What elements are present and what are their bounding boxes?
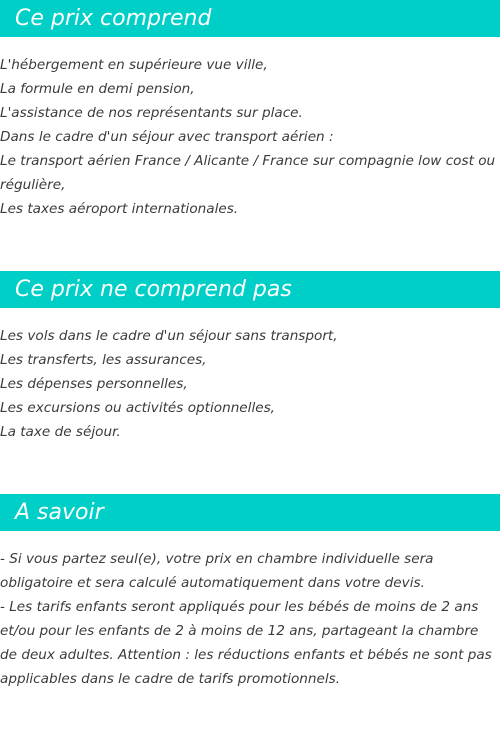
section-body-price-excludes — [0, 308, 500, 444]
section-price-includes — [0, 0, 500, 221]
list-item: - Les tarifs enfants seront appliqués pour les bébés de moins de 2 ans et/ou pour les enfants de 2 à moins de 12 ans, partageant la chambre — [0, 599, 479, 639]
list-item: La taxe de séjour. — [0, 424, 121, 440]
section-title-good-to-know: A savoir — [0, 494, 500, 531]
list-item: La formule en demi pension, — [0, 81, 195, 97]
section-good-to-know — [0, 494, 500, 691]
section-body-good-to-know — [0, 531, 500, 691]
section-body-price-includes — [0, 37, 500, 221]
list-item: Dans le cadre d'un séjour avec transport aérien : — [0, 129, 334, 145]
list-item: - Si vous partez seul(e), votre prix en chambre individuelle sera obligatoire et sera calculé automatiquement dans votre devis. — [0, 551, 434, 591]
list-item: Le transport aérien France / Alicante / France sur compagnie low cost ou régulière, — [0, 153, 496, 193]
list-item: L'hébergement en supérieure vue ville, — [0, 57, 268, 73]
list-item: Les dépenses personnelles, — [0, 376, 188, 392]
section-title-price-excludes: Ce prix ne comprend pas — [0, 271, 500, 308]
list-item: Les excursions ou activités optionnelles, — [0, 400, 275, 416]
list-item: Les taxes aéroport internationales. — [0, 201, 239, 217]
section-price-excludes — [0, 271, 500, 444]
section-title-price-includes: Ce prix comprend — [0, 0, 500, 37]
list-item: de deux adultes. Attention : les réductions enfants et bébés ne sont pas applicables dans le cadre de tarifs promotionnels. — [0, 647, 492, 687]
list-item: Les transferts, les assurances, — [0, 352, 207, 368]
list-item: Les vols dans le cadre d'un séjour sans transport, — [0, 328, 338, 344]
list-item: L'assistance de nos représentants sur place. — [0, 105, 303, 121]
